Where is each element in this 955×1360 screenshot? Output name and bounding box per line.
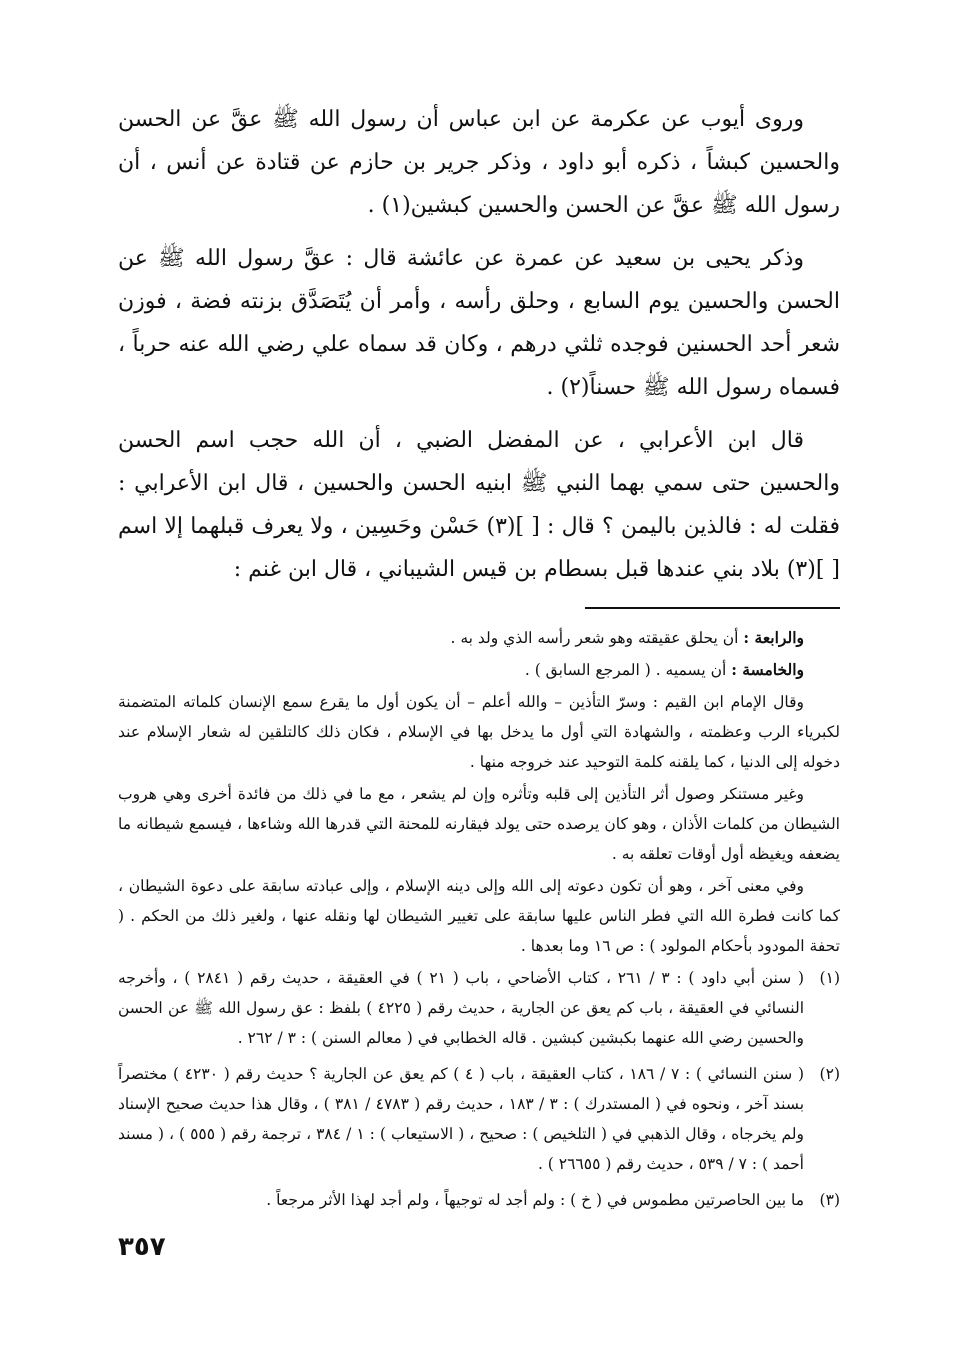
note-fifth <box>118 655 840 685</box>
footnote-text: ( سنن النسائي ) : ٧ / ١٨٦ ، كتاب العقيقة ، باب ( ٤ ) كم يعق عن الجارية ؟ حديث رقم ( ٤٢٣٠ ) مختصراً بسند آخر ، ونحوه في ( المستدرك ) : ٣ / ١٨٣ ، حديث رقم ( ٤٧٨٣ / ٣٨١ ) ، وقال هذا حديث صحيح الإسناد ولم يخرجاه ، وقال الذهبي في ( التلخيص ) : صحيح ، ( الاستيعاب ) : ١ / ٣٨٤ ، ترجمة رقم ( ٥٥٥ ) ، ( مسند أحمد ) : ٧ / ٥٣٩ ، حديث رقم ( ٢٦٦٥٥ ) . <box>118 1065 805 1173</box>
page-number: ٣٥٧ <box>118 1232 166 1262</box>
main-text <box>118 98 840 591</box>
note-lead: والخامسة : <box>731 660 804 679</box>
footnote-number: (٢) <box>819 1065 840 1083</box>
footnote-1 <box>118 963 840 1053</box>
paragraph-2: وذكر يحيى بن سعيد عن عمرة عن عائشة قال : عقَّ رسول الله ﷺ عن الحسن والحسين يوم السابع ، وحلق رأسه ، وأمر أن يُتَصَدَّق بزنته فضة ، فوزن شعر أحد الحسنين فوجده ثلثي درهم ، وكان قد سماه علي رضي الله عنه حرباً ، فسماه رسول الله ﷺ حسناً(٢) . <box>118 246 840 400</box>
note-lead: والرابعة : <box>743 628 804 647</box>
note-another-meaning: وفي معنى آخر ، وهو أن تكون دعوته إلى الله وإلى دينه الإسلام ، وإلى عبادته سابقة على دعوة الشيطان ، كما كانت فطرة الله التي فطر الناس عليها سابقة على تغيير الشيطان لها ونقله عنها ، ولغير ذلك من الحكم . ( تحفة المودود بأحكام المولود ) : ص ١٦ وما بعدها . <box>118 877 840 955</box>
footnote-text: ( سنن أبي داود ) : ٣ / ٢٦١ ، كتاب الأضاحي ، باب ( ٢١ ) في العقيقة ، حديث رقم ( ٢٨٤١ ) ، وأخرجه النسائي في العقيقة ، باب كم يعق عن الجارية ، حديث رقم ( ٤٢٢٥ ) بلفظ : عق رسول الله ﷺ عن الحسن والحسين رضي الله عنهما بكبشين كبشين . قاله الخطابي في ( معالم السنن ) : ٣ / ٢٦٢ . <box>118 969 805 1047</box>
footnote-divider <box>585 607 840 609</box>
book-page <box>118 98 840 1221</box>
paragraph-3: قال ابن الأعرابي ، عن المفضل الضبي ، أن الله حجب اسم الحسن والحسين حتى سمي بهما النبي ﷺ ابنيه الحسن والحسين ، قال ابن الأعرابي : فقلت له : فالذين باليمن ؟ قال : [ ](٣) حَسْن وحَسِين ، ولا يعرف قبلهما إلا اسم [ ](٣) بلاد بني عندها قبل بسطام بن قيس الشيباني ، قال ابن غنم : <box>118 428 840 582</box>
note-ibn-qayyim: وقال الإمام ابن القيم : وسرّ التأذين – والله أعلم – أن يكون أول ما يقرع سمع الإنسان كلماته المتضمنة لكبرياء الرب وعظمته ، والشهادة التي أول ما يدخل بها في الإسلام ، فكان ذلك كالتلقين له شعار الإسلام عند دخوله إلى الدنيا ، كما يلقنه كلمة التوحيد عند خروجه منها . <box>118 693 840 771</box>
footnote-text: ما بين الحاصرتين مطموس في ( خ ) : ولم أجد له توجيهاً ، ولم أجد لهذا الأثر مرجعاً . <box>266 1191 804 1209</box>
paragraph-1: وروى أيوب عن عكرمة عن ابن عباس أن رسول الله ﷺ عقَّ عن الحسن والحسين كبشاً ، ذكره أبو داود ، وذكر جرير بن حازم عن قتادة عن أنس ، أن رسول الله ﷺ عقَّ عن الحسن والحسين كبشين(١) . <box>118 107 840 218</box>
footnote-2 <box>118 1059 840 1179</box>
footnote-3 <box>118 1185 840 1215</box>
note-fourth <box>118 623 840 653</box>
footnote-number: (٣) <box>819 1191 840 1209</box>
note-text: أن يحلق عقيقته وهو شعر رأسه الذي ولد به . <box>450 629 744 647</box>
note-adhan-effect: وغير مستنكر وصول أثر التأذين إلى قلبه وتأثره وإن لم يشعر ، مع ما في ذلك من فائدة أخرى وهي هروب الشيطان من كلمات الأذان ، وهو كان يرصده حتى يولد فيقارنه للمحنة التي قدرها الله وشاءها ، فيسمع شيطانه ما يضعفه ويغيظه أول أوقات تعلقه به . <box>118 785 840 863</box>
footnote-number: (١) <box>819 969 840 987</box>
footnotes-section <box>118 623 840 1215</box>
note-text: أن يسميه . ( المرجع السابق ) . <box>524 661 732 679</box>
